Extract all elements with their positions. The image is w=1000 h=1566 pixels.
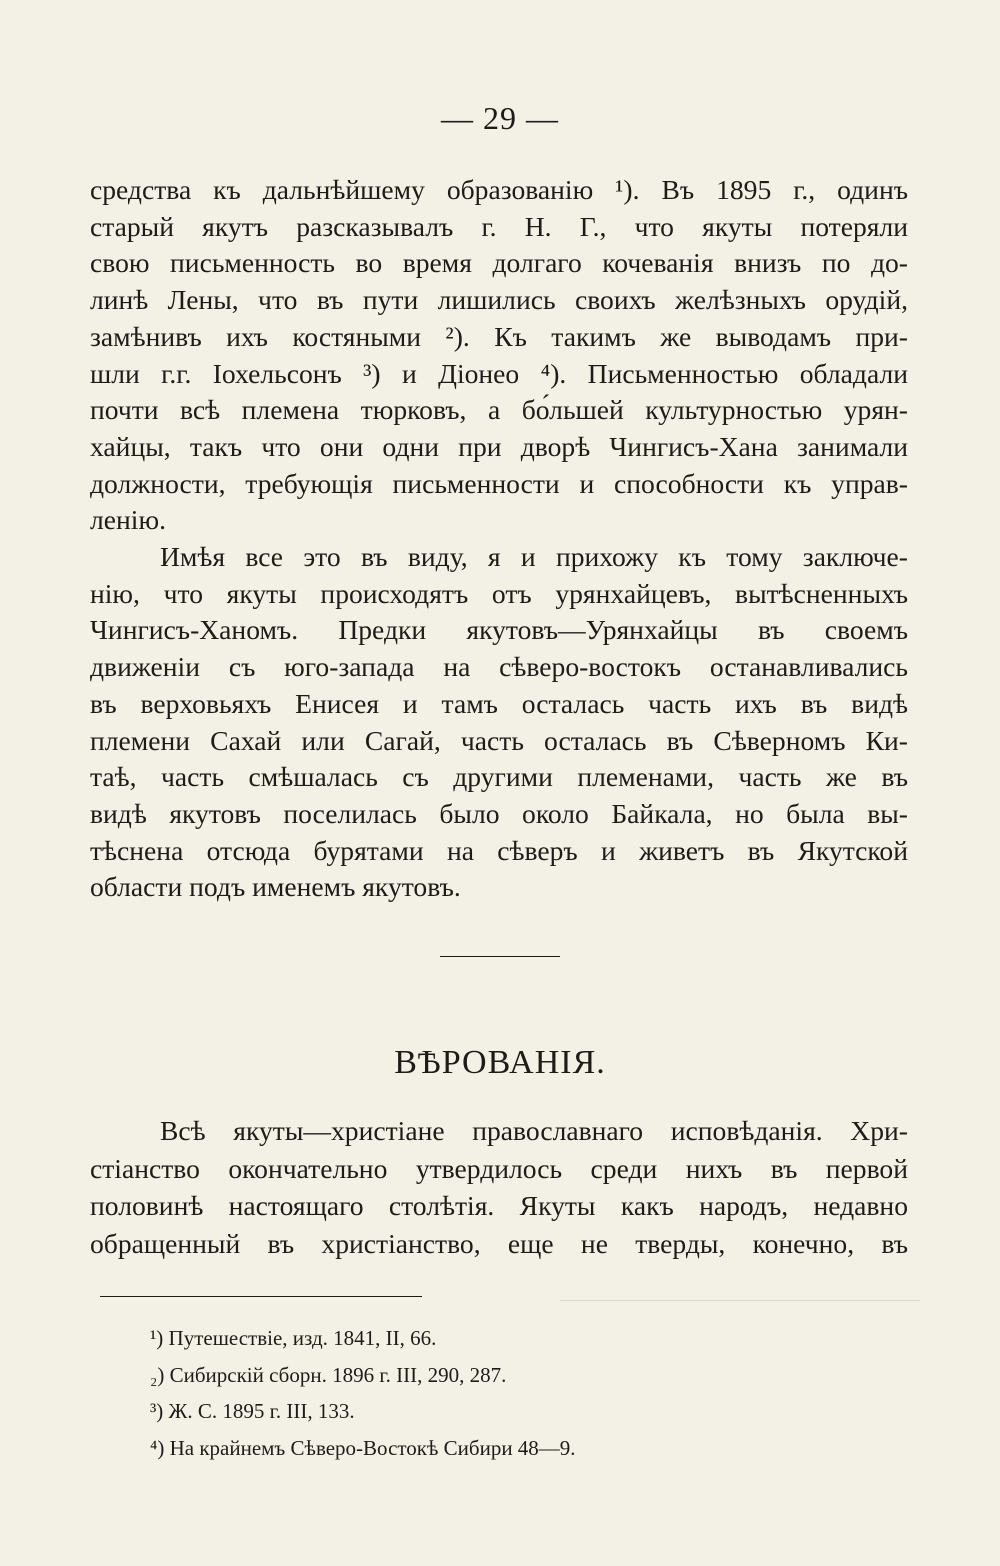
footnote-text: Ж. С. 1895 г. III, 133. [168, 1399, 355, 1424]
text-line: нію, что якуты происходятъ отъ урянхайцевъ, вытѣсненныхъ [90, 577, 908, 609]
footnote-mark: ₂) [150, 1362, 165, 1387]
text-line: племени Сахай или Сагай, часть осталась въ Сѣверномъ Ки- [90, 724, 908, 756]
footnotes [150, 1320, 576, 1466]
footnote [150, 1320, 576, 1357]
footnote-mark: ³) [150, 1399, 164, 1424]
footnote-text: Путешествіе, изд. 1841, II, 66. [168, 1326, 437, 1350]
text-line: средства къ дальнѣйшему образованію ¹). Въ 1895 г., одинъ [90, 174, 908, 205]
footnote [150, 1430, 576, 1467]
footnote-mark: ¹) [150, 1326, 164, 1350]
text-line: въ верховьяхъ Енисея и тамъ осталась часть ихъ въ видѣ [90, 687, 908, 719]
section2-text [90, 1112, 908, 1262]
text-line: ленію. [90, 504, 166, 536]
footnote-text: Сибирскій сборн. 1896 г. III, 290, 287. [169, 1362, 507, 1387]
section-divider [440, 956, 560, 957]
text-line: свою письменность во время долгаго кочеванія внизъ по до- [90, 247, 908, 279]
text-line: области подъ именемъ якутовъ. [90, 871, 461, 903]
footnote [150, 1357, 576, 1394]
text-line: половинѣ настоящаго столѣтія. Якуты какъ народъ, недавно [90, 1190, 908, 1221]
section-heading: ВѢРОВАНІЯ. [394, 1044, 606, 1081]
bleed-through-rule [560, 1300, 920, 1301]
text-line: Всѣ якуты—христіане православнаго исповѣданія. Хри- [160, 1115, 908, 1146]
text-line: обращенный въ христіанство, еще не тверды, конечно, въ [90, 1227, 908, 1259]
section1-text [90, 172, 908, 906]
footnote [150, 1393, 576, 1430]
text-line: тѣснена отсюда бурятами на сѣверъ и живетъ въ Якутской [90, 834, 908, 866]
text-line: хайцы, такъ что они одни при дворѣ Чингисъ-Хана занимали [90, 430, 908, 462]
footnote-text: На крайнемъ Сѣверо-Востокѣ Сибири 48—9. [169, 1435, 576, 1460]
text-line: линѣ Лены, что въ пути лишились своихъ желѣзныхъ орудій, [90, 284, 908, 316]
text-line: таѣ, часть смѣшалась съ другими племенами, часть же въ [90, 761, 908, 793]
footnote-rule [100, 1296, 422, 1297]
text-line: замѣнивъ ихъ костяными ²). Къ такимъ же выводамъ при- [90, 320, 908, 352]
text-line: Чингисъ-Ханомъ. Предки якутовъ—Урянхайцы въ своемъ [90, 614, 908, 646]
text-line: старый якутъ разсказывалъ г. Н. Г., что якуты потеряли [90, 210, 908, 242]
text-line: видѣ якутовъ поселилась было около Байкала, но была вы- [90, 797, 908, 829]
text-line: почти всѣ племена тюрковъ, а бо́льшей культурностью урян- [90, 394, 908, 426]
text-line: движеніи съ юго-запада на сѣверо-востокъ останавливались [90, 651, 908, 683]
text-line: стіанство окончательно утвердилось среди нихъ въ первой [90, 1152, 908, 1184]
text-line: должности, требующія письменности и способности къ управ- [90, 467, 908, 499]
text-line: Имѣя все это въ виду, я и прихожу къ тому заключе- [160, 541, 908, 573]
footnote-mark: ⁴) [150, 1435, 165, 1460]
page-number: — 29 — [441, 100, 559, 136]
text-line: шли г.г. Іохельсонъ ³) и Діонео ⁴). Письменностью обладали [90, 357, 908, 389]
